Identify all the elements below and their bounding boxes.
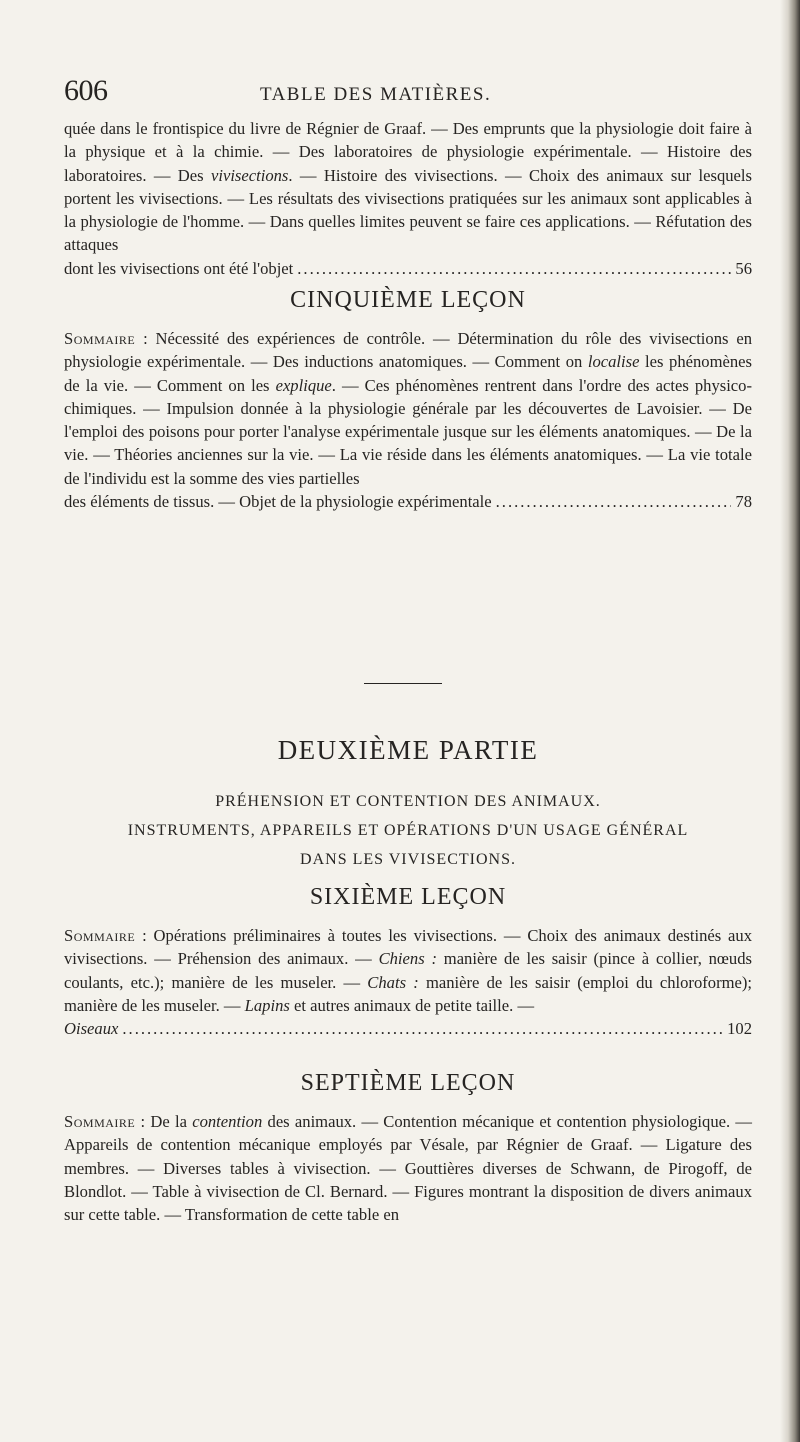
summary-italic: Chats : — [367, 972, 419, 992]
toc-entry-intro — [64, 257, 752, 280]
page-header — [64, 74, 754, 114]
running-title: TABLE DES MATIÈRES. — [260, 84, 492, 105]
part-2-line-1: PRÉHENSION ET CONTENTION DES ANIMAUX. — [215, 793, 601, 810]
summary-text: : Nécessité des expériences de contrôle. — Détermination du rôle des vivisections en physiologie expérimentale. — Des inductions anatomiques. — Comment on — [64, 329, 752, 372]
page-number: 606 — [64, 74, 108, 107]
summary-text: et autres animaux de petite taille. — — [289, 995, 535, 1015]
intro-italic: vivisections — [210, 165, 289, 185]
part-2-title: DEUXIÈME PARTIE — [277, 735, 539, 765]
summary-italic: contention — [192, 1112, 263, 1131]
leader-dots — [297, 257, 731, 280]
intro-text: quée dans le frontispice du livre de Régnier de Graaf. — Des emprunts que la physiologie doit faire à la physique et à la chimie. — Des laboratoires de physiologie expérimentale. — Histoire des laboratoires. — Des — [64, 119, 752, 185]
toc-page-number: 56 — [735, 258, 752, 278]
summary-text: des animaux. — Contention mécanique et contention physiologique. — Appareils de contention mécanique employés par Vésale, par Régnier de Graaf. — Ligature des membres. — Diverses tables à vivisection. — Gouttières diverses de Schwann, de Pirogoff, de Blondlot. — Table à vivisection de Cl. Bernard. — Figures montrant la disposition de divers animaux sur cette table. — Transformation de cette table en — [64, 1112, 753, 1225]
part-2-line-3: DANS LES VIVISECTIONS. — [300, 851, 516, 868]
leader-dots — [496, 490, 732, 513]
summary-text: les phénomènes de la vie. — Comment on les — [64, 352, 752, 395]
lesson-7-summary — [64, 1110, 752, 1226]
toc-entry-text: dont les vivisections ont été l'objet — [64, 258, 294, 278]
leader-dots — [122, 1017, 723, 1040]
toc-page-number: 102 — [727, 1019, 752, 1039]
summary-text: . — Ces phénomènes rentrent dans l'ordre des actes physico-chimiques. — Impulsion donnée à la physiologie générale par les découvertes de Lavoisier. — De l'emploi des poisons pour porter l'analyse expérimentale jusque sur les éléments anatomiques. — De la vie. — Théories anciennes sur la vie. — La vie réside dans les éléments anatomiques. — La vie totale de l'individu est la somme des vies partielles — [64, 375, 752, 488]
sommaire-label: Sommaire — [64, 329, 136, 348]
sommaire-label: Sommaire — [64, 926, 136, 945]
toc-entry-text: des éléments de tissus. — Objet de la physiologie expérimentale — [64, 492, 492, 512]
summary-text: manière de les saisir (pince à collier, nœuds coulants, etc.); manière de les museler. — — [64, 949, 752, 992]
summary-text: : De la — [135, 1112, 193, 1131]
lesson-5-summary — [64, 327, 752, 513]
lesson-5-title: CINQUIÈME LEÇON — [290, 287, 526, 313]
summary-italic: Lapins — [244, 995, 290, 1015]
summary-text: : Opérations préliminaires à toutes les vivisections. — Choix des animaux destinés aux vivisections. — Préhension des animaux. — — [64, 926, 752, 969]
lesson-6-summary — [64, 924, 752, 1040]
toc-page-number: 78 — [735, 492, 752, 512]
sommaire-label: Sommaire — [64, 1112, 136, 1131]
part-2-line-2: INSTRUMENTS, APPAREILS ET OPÉRATIONS D'UN USAGE GÉNÉRAL — [127, 822, 689, 839]
intro-paragraph — [64, 117, 752, 280]
summary-text: manière de les saisir (emploi du chloroforme); manière de les museler. — — [64, 972, 753, 1015]
toc-entry-lesson-5 — [64, 490, 752, 513]
lesson-7-title: SEPTIÈME LEÇON — [300, 1070, 516, 1096]
intro-text-2: . — Histoire des vivisections. — Choix des animaux sur lesquels portent les vivisections. — Les résultats des vivisections pratiquées sur les animaux sont applicables à la physiologie de l'homme. — Dans quelles limites peuvent se faire ces applications. — Réfutation des attaques — [64, 165, 752, 255]
toc-entry-lesson-6 — [64, 1017, 752, 1040]
lesson-6-title: SIXIÈME LEÇON — [309, 884, 507, 910]
toc-entry-text: Oiseaux — [64, 1019, 119, 1039]
summary-italic: localise — [587, 352, 640, 372]
section-divider — [364, 683, 442, 684]
summary-italic: explique — [275, 375, 332, 395]
book-binding-edge — [780, 0, 800, 1442]
part-2-subtitle — [64, 787, 752, 874]
summary-italic: Chiens : — [378, 949, 437, 969]
